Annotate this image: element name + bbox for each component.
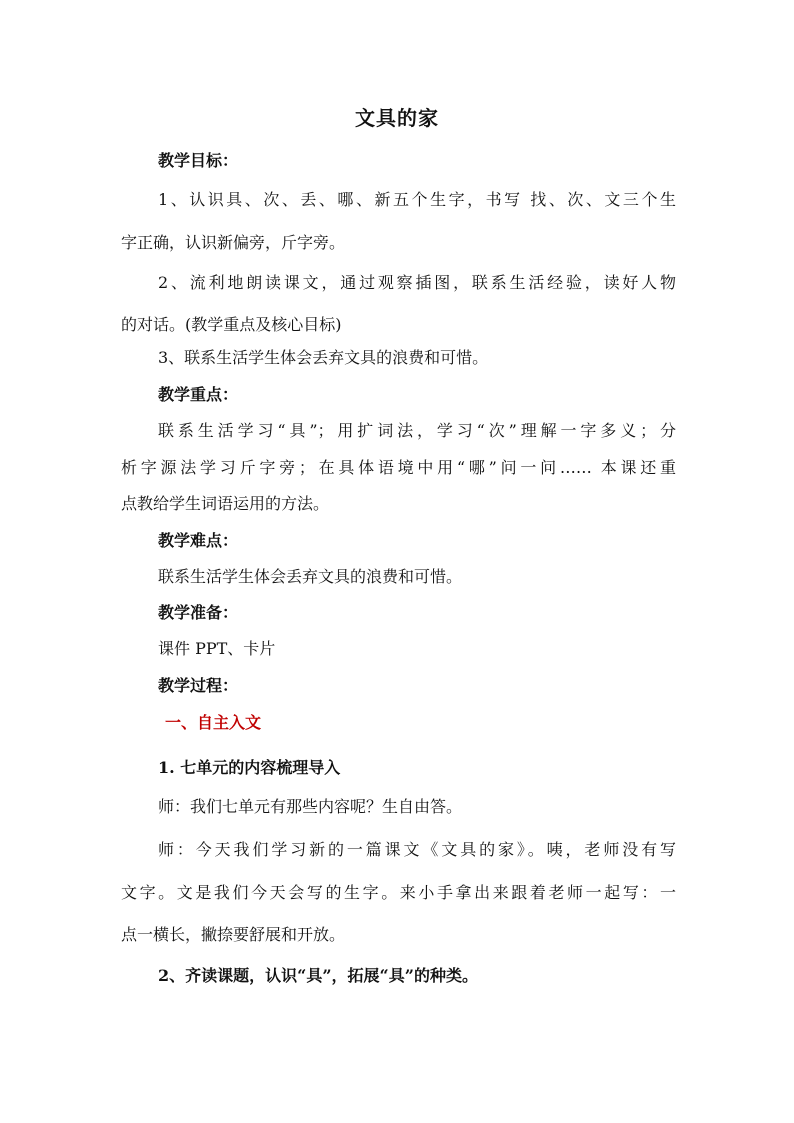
objective-1-line-1: 1、认识具、次、丢、哪、新五个生字，书写 找、次、文三个生 [158,190,676,209]
objective-2-line-1: 2、流利地朗读课文，通过观察插图，联系生活经验，读好人物 [158,273,676,292]
step-1b-line-1: 师：今天我们学习新的一篇课文《文具的家》。咦，老师没有写 [158,840,676,859]
step-1b-line-3: 点一横长，撇捺要舒展和开放。 [121,925,346,944]
preparation-text: 课件 PPT、卡片 [158,639,276,658]
key-points-line-3: 点教给学生词语运用的方法。 [121,494,330,513]
objective-3: 3、联系生活学生体会丢弃文具的浪费和可惜。 [158,348,489,367]
step-1-heading: 1. 七单元的内容梳理导入 [158,758,341,777]
key-points-line-2: 析字源法学习斤字旁；在具体语境中用“哪”问一问…… 本课还重 [121,458,676,477]
step-2-heading: 2、齐读课题，认识“具”，拓展“具”的种类。 [158,966,478,985]
objective-1-line-2: 字正确，认识新偏旁，斤字旁。 [121,233,346,252]
step-1b-line-2: 文字。文是我们今天会写的生字。来小手拿出来跟着老师一起写：一 [121,883,676,902]
step-1-text: 师：我们七单元有那些内容呢？生自由答。 [158,797,463,816]
process-heading: 教学过程： [158,676,239,695]
key-points-line-1: 联系生活学习“具”；用扩词法，学习“次”理解一字多义；分 [158,421,676,440]
document-title: 文具的家 [355,106,439,130]
objective-2-line-2: 的对话。(教学重点及核心目标) [121,315,342,334]
difficulty-text: 联系生活学生体会丢弃文具的浪费和可惜。 [158,567,463,586]
preparation-heading: 教学准备： [158,603,239,622]
key-points-heading: 教学重点： [158,385,239,404]
objectives-heading: 教学目标： [158,151,239,170]
difficulty-heading: 教学难点： [158,531,239,550]
section-1-heading: 一、自主入文 [165,713,262,732]
